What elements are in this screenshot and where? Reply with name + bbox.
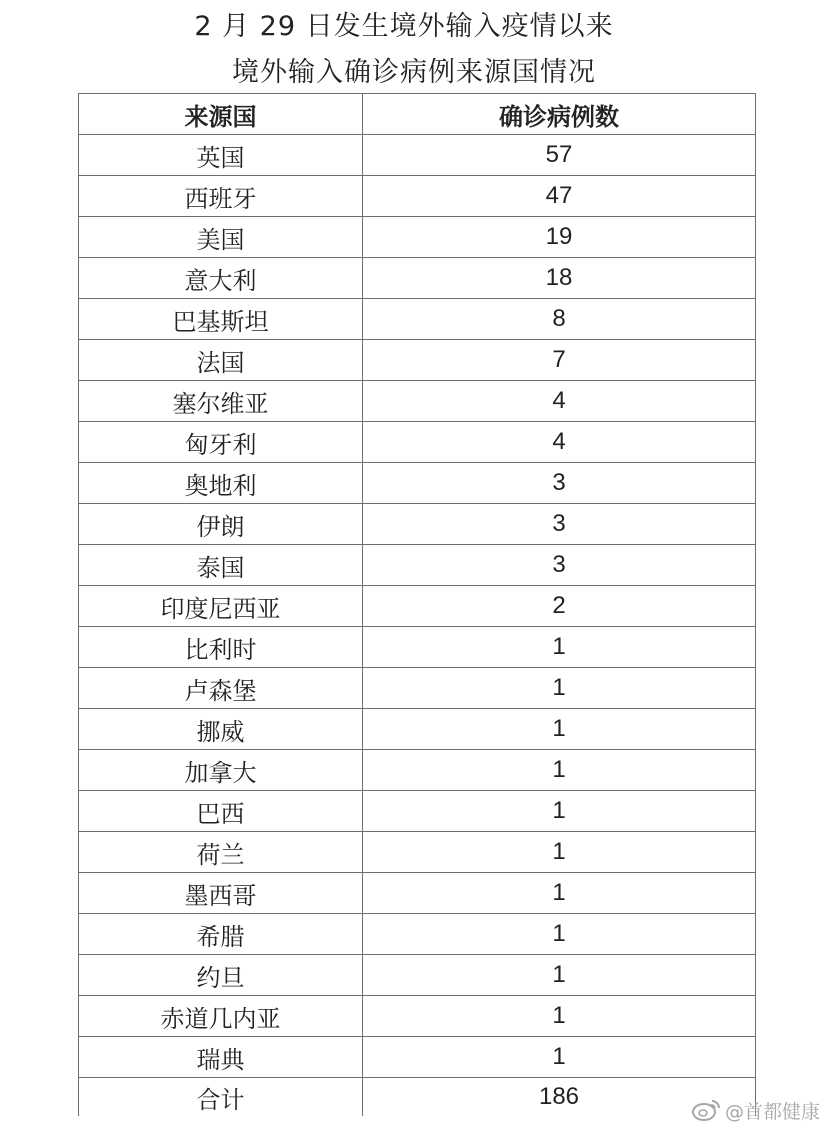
table-row [79, 381, 756, 422]
cases-cell: 19 [363, 217, 756, 258]
country-cell: 塞尔维亚 [79, 381, 363, 422]
cases-cell: 7 [363, 340, 756, 381]
cases-cell: 4 [363, 381, 756, 422]
table-header-row [79, 94, 756, 135]
cases-cell: 1 [363, 832, 756, 873]
document-title-line-1: 2 月 29 日发生境外输入疫情以来 [194, 11, 614, 42]
cases-cell: 3 [363, 545, 756, 586]
country-cell: 法国 [79, 340, 363, 381]
country-cell: 巴基斯坦 [79, 299, 363, 340]
watermark-text: @首都健康 [724, 1100, 820, 1123]
header-country: 来源国 [79, 94, 363, 135]
country-cell: 荷兰 [79, 832, 363, 873]
table-row [79, 832, 756, 873]
country-cell: 墨西哥 [79, 873, 363, 914]
total-row [79, 1078, 756, 1117]
table-row [79, 709, 756, 750]
cases-cell: 1 [363, 996, 756, 1037]
country-cell: 希腊 [79, 914, 363, 955]
table-row [79, 955, 756, 996]
cases-cell: 1 [363, 914, 756, 955]
cases-cell: 8 [363, 299, 756, 340]
cases-cell: 2 [363, 586, 756, 627]
country-cell: 意大利 [79, 258, 363, 299]
cases-cell: 3 [363, 463, 756, 504]
table-row [79, 627, 756, 668]
country-cell: 加拿大 [79, 750, 363, 791]
cases-cell: 1 [363, 791, 756, 832]
country-cell: 匈牙利 [79, 422, 363, 463]
country-cell: 美国 [79, 217, 363, 258]
cases-cell: 3 [363, 504, 756, 545]
total-value: 186 [363, 1078, 756, 1117]
country-cell: 赤道几内亚 [79, 996, 363, 1037]
cases-cell: 1 [363, 627, 756, 668]
table-row [79, 996, 756, 1037]
table-row [79, 463, 756, 504]
country-cell: 卢森堡 [79, 668, 363, 709]
cases-cell: 1 [363, 750, 756, 791]
cases-cell: 1 [363, 1037, 756, 1078]
cases-cell: 1 [363, 709, 756, 750]
country-cell: 奥地利 [79, 463, 363, 504]
cases-cell: 1 [363, 955, 756, 996]
table-row [79, 545, 756, 586]
table-row [79, 586, 756, 627]
country-cell: 伊朗 [79, 504, 363, 545]
country-cell: 泰国 [79, 545, 363, 586]
table-row [79, 299, 756, 340]
weibo-logo-icon [691, 1098, 721, 1122]
country-cell: 挪威 [79, 709, 363, 750]
table-row [79, 422, 756, 463]
country-cell: 西班牙 [79, 176, 363, 217]
weibo-watermark [691, 1097, 820, 1123]
cases-cell: 47 [363, 176, 756, 217]
table-row [79, 340, 756, 381]
table-row [79, 258, 756, 299]
table-row [79, 1037, 756, 1078]
table-row [79, 914, 756, 955]
cases-cell: 4 [363, 422, 756, 463]
cases-cell: 1 [363, 668, 756, 709]
table-row [79, 791, 756, 832]
country-cell: 英国 [79, 135, 363, 176]
country-cell: 瑞典 [79, 1037, 363, 1078]
table-row [79, 873, 756, 914]
cases-cell: 18 [363, 258, 756, 299]
cases-cell: 57 [363, 135, 756, 176]
table-row [79, 217, 756, 258]
total-label: 合计 [79, 1078, 363, 1117]
source-country-table [78, 93, 756, 1116]
country-cell: 比利时 [79, 627, 363, 668]
country-cell: 巴西 [79, 791, 363, 832]
table-row [79, 750, 756, 791]
country-cell: 印度尼西亚 [79, 586, 363, 627]
table-row [79, 504, 756, 545]
cases-cell: 1 [363, 873, 756, 914]
table-row [79, 176, 756, 217]
table-row [79, 135, 756, 176]
document-title-line-2: 境外输入确诊病例来源国情况 [232, 57, 596, 88]
header-cases: 确诊病例数 [363, 94, 756, 135]
country-cell: 约旦 [79, 955, 363, 996]
table-row [79, 668, 756, 709]
